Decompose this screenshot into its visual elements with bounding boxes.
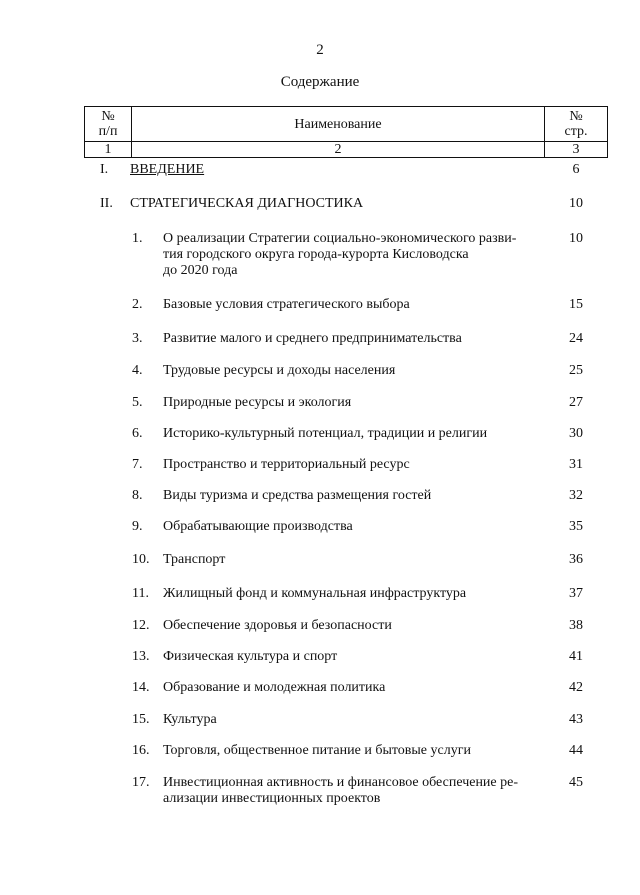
item-number: 3.: [132, 331, 143, 346]
item-page: 41: [569, 649, 583, 664]
item-title: Базовые условия стратегического выбора: [163, 297, 410, 312]
item-number: 16.: [132, 743, 150, 758]
header-col-index-3: 3: [545, 142, 608, 158]
item-number: 1.: [132, 231, 143, 246]
item-page: 45: [569, 775, 583, 790]
header-page-label-1: №: [569, 109, 583, 124]
item-title: О реализации Стратегии социально-экономического разви- тия городского округа города-курорта Кисловодска до 2020 года: [163, 231, 517, 278]
item-title: Инвестиционная активность и финансовое обеспечение ре- ализации инвестиционных проектов: [163, 775, 519, 806]
header-num-cell: [85, 107, 132, 142]
item-page: 27: [569, 395, 583, 410]
item-title: Транспорт: [163, 552, 226, 567]
item-title: Виды туризма и средства размещения гостей: [163, 488, 432, 503]
header-col-index-1: 1: [85, 142, 132, 158]
item-title: Обрабатывающие производства: [163, 519, 353, 534]
item-number: 7.: [132, 457, 143, 472]
item-page: 10: [569, 231, 583, 246]
section-number: I.: [100, 162, 109, 177]
item-number: 10.: [132, 552, 150, 567]
item-number: 13.: [132, 649, 150, 664]
item-page: 36: [569, 552, 583, 567]
page-number: 2: [316, 42, 324, 58]
document-title: Содержание: [280, 74, 360, 90]
item-title: Трудовые ресурсы и доходы населения: [163, 363, 396, 378]
item-title: Обеспечение здоровья и безопасности: [163, 618, 392, 633]
header-num-label-2: п/п: [98, 124, 118, 139]
item-number: 17.: [132, 775, 150, 790]
item-number: 14.: [132, 680, 150, 695]
section-page: 6: [572, 162, 580, 177]
item-page: 38: [569, 618, 583, 633]
item-title: Жилищный фонд и коммунальная инфраструктура: [163, 586, 467, 601]
item-page: 32: [569, 488, 583, 503]
item-page: 24: [569, 331, 583, 346]
header-name-cell: Наименование: [132, 107, 545, 142]
item-number: 8.: [132, 488, 143, 503]
section-number: II.: [100, 196, 113, 211]
item-number: 5.: [132, 395, 143, 410]
item-title: Культура: [163, 712, 217, 727]
item-number: 2.: [132, 297, 143, 312]
item-title: Торговля, общественное питание и бытовые услуги: [163, 743, 471, 758]
item-page: 31: [569, 457, 583, 472]
header-col-index-2: 2: [132, 142, 545, 158]
item-number: 11.: [132, 586, 149, 601]
header-page-cell: [545, 107, 608, 142]
header-num-label-1: №: [101, 109, 115, 124]
item-number: 9.: [132, 519, 143, 534]
section-title: ВВЕДЕНИЕ: [130, 162, 205, 177]
section-page: 10: [569, 196, 583, 211]
item-page: 43: [569, 712, 583, 727]
item-title: Историко-культурный потенциал, традиции и религии: [163, 426, 488, 441]
item-page: 30: [569, 426, 583, 441]
item-number: 4.: [132, 363, 143, 378]
item-page: 35: [569, 519, 583, 534]
item-title: Физическая культура и спорт: [163, 649, 338, 664]
item-title: Природные ресурсы и экология: [163, 395, 352, 410]
item-number: 6.: [132, 426, 143, 441]
item-title: Пространство и территориальный ресурс: [163, 457, 410, 472]
item-page: 15: [569, 297, 583, 312]
item-page: 25: [569, 363, 583, 378]
item-page: 44: [569, 743, 583, 758]
section-title: СТРАТЕГИЧЕСКАЯ ДИАГНОСТИКА: [130, 196, 364, 211]
item-title: Образование и молодежная политика: [163, 680, 386, 695]
item-page: 42: [569, 680, 583, 695]
item-number: 15.: [132, 712, 150, 727]
item-title: Развитие малого и среднего предпринимательства: [163, 331, 462, 346]
item-page: 37: [569, 586, 583, 601]
header-page-label-2: стр.: [564, 124, 588, 139]
item-number: 12.: [132, 618, 150, 633]
toc-header-table: [84, 106, 608, 158]
